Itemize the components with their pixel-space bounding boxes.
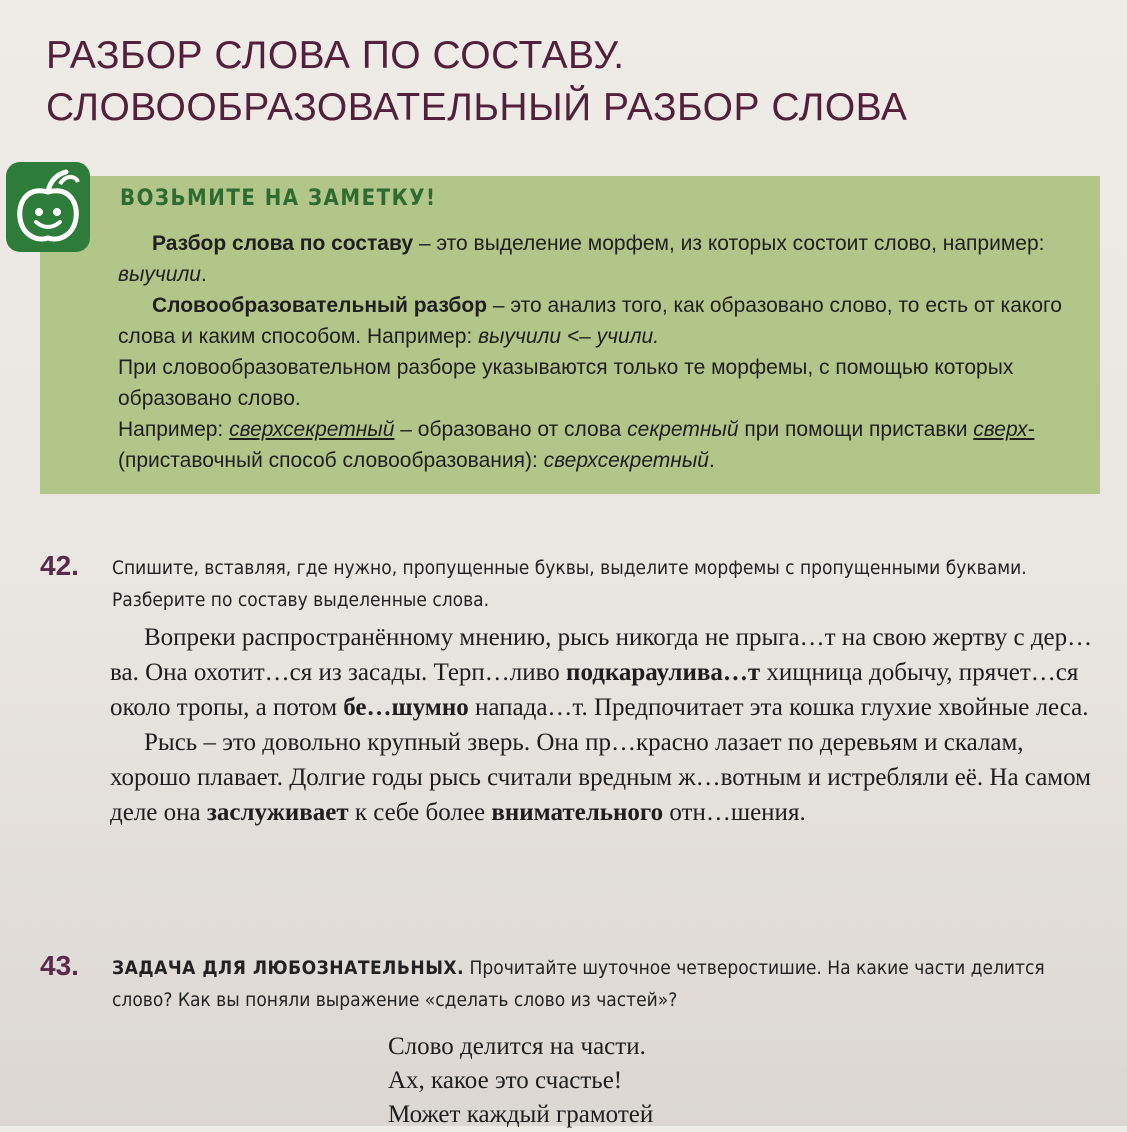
note-paragraph-1 <box>118 228 1078 290</box>
poem-line: Ах, какое это счастье! <box>388 1067 623 1094</box>
note-text-4a: Например: <box>118 418 230 441</box>
poem <box>388 1030 653 1132</box>
task-instruction: Спишите, вставляя, где нужно, пропущенные буквы, выделите морфемы с пропущенными буквами. Разберите по составу выделенные слова. <box>112 557 1027 611</box>
exercise-text-1d: напада…т. Предпочитает эта кошка глухие хвойные леса. <box>468 694 1089 721</box>
task-instruction <box>112 952 1102 1016</box>
note-example-result: сверхсекретный <box>543 449 709 472</box>
highlighted-word: внимательного <box>491 799 664 826</box>
task-number: 43. <box>40 950 79 981</box>
exercise-paragraph-2 <box>110 725 1100 830</box>
note-example-word: сверхсекретный <box>229 418 395 441</box>
note-example-base: секретный <box>627 418 739 441</box>
page-title-line-2: СЛОВООБРАЗОВАТЕЛЬНЫЙ РАЗБОР СЛОВА <box>46 86 908 129</box>
exercise-text-2c: к себе более <box>348 799 492 826</box>
task-number: 42. <box>40 550 79 581</box>
exercise-text-1c: хищница добычу, прячет…ся около тропы, а потом <box>110 659 1079 721</box>
note-paragraph-2 <box>118 290 1078 352</box>
note-term-1: Разбор слова по составу <box>152 232 414 255</box>
poem-line: Может каждый грамотей <box>388 1101 654 1128</box>
note-text-4b: – образовано от слова <box>394 418 628 441</box>
page-title-line-1: РАЗБОР СЛОВА ПО СОСТАВУ. <box>46 34 625 77</box>
task-instruction-text: Прочитайте шуточное четверостишие. На какие части делится слово? Как вы поняли выражение «сделать слово из частей»? <box>112 957 1045 1011</box>
note-end-1: . <box>201 263 207 286</box>
note-paragraph-4 <box>118 414 1078 476</box>
exercise-text-1a: Вопреки распространённому мнению, рысь никогда не прыга…т на свою жертву с дер…ва. Она охотит…ся из засады. Терп…ливо <box>110 624 1093 686</box>
highlighted-word: заслуживает <box>206 799 349 826</box>
exercise-text-2a: Рысь – это довольно крупный зверь. Она пр…красно лазает по деревьям и скалам, хорошо плавает. Долгие годы рысь считали вредным ж…вотным и истребляли её. На самом деле она <box>110 729 1091 826</box>
note-paragraph-3: При словообразовательном разборе указываются только те морфемы, с помощью которых образовано слово. <box>118 356 1014 410</box>
note-text-4d: (приставочный способ словообразования): <box>118 449 544 472</box>
note-text-2: – это анализ того, как образовано слово, то есть от какого слова и каким способом. Например: <box>118 294 1062 348</box>
apple-face-icon <box>6 162 90 252</box>
exercise-text <box>110 620 1100 830</box>
note-text-1: – это выделение морфем, из которых состоит слово, например: <box>413 232 1045 255</box>
exercise-text-2d: отн…шения. <box>663 799 806 826</box>
highlighted-word: бе…шумно <box>343 694 469 721</box>
note-heading: ВОЗЬМИТЕ НА ЗАМЕТКУ! <box>120 186 437 211</box>
note-body <box>118 228 1078 476</box>
note-example-2: выучили <– учили. <box>478 325 660 348</box>
highlighted-word: подкараулива…т <box>566 659 761 686</box>
task-heading: ЗАДАЧА ДЛЯ ЛЮБОЗНАТЕЛЬНЫХ. <box>112 957 465 979</box>
poem-line: Слово делится на части. <box>388 1033 646 1060</box>
exercise-paragraph-1 <box>110 620 1100 725</box>
note-example-prefix: сверх- <box>973 418 1035 441</box>
note-text-4c: при помощи приставки <box>738 418 974 441</box>
note-example-1: выучили <box>118 263 201 286</box>
note-end-4: . <box>708 449 715 472</box>
page-title <box>46 30 907 134</box>
note-term-2: Словообразовательный разбор <box>152 294 488 317</box>
